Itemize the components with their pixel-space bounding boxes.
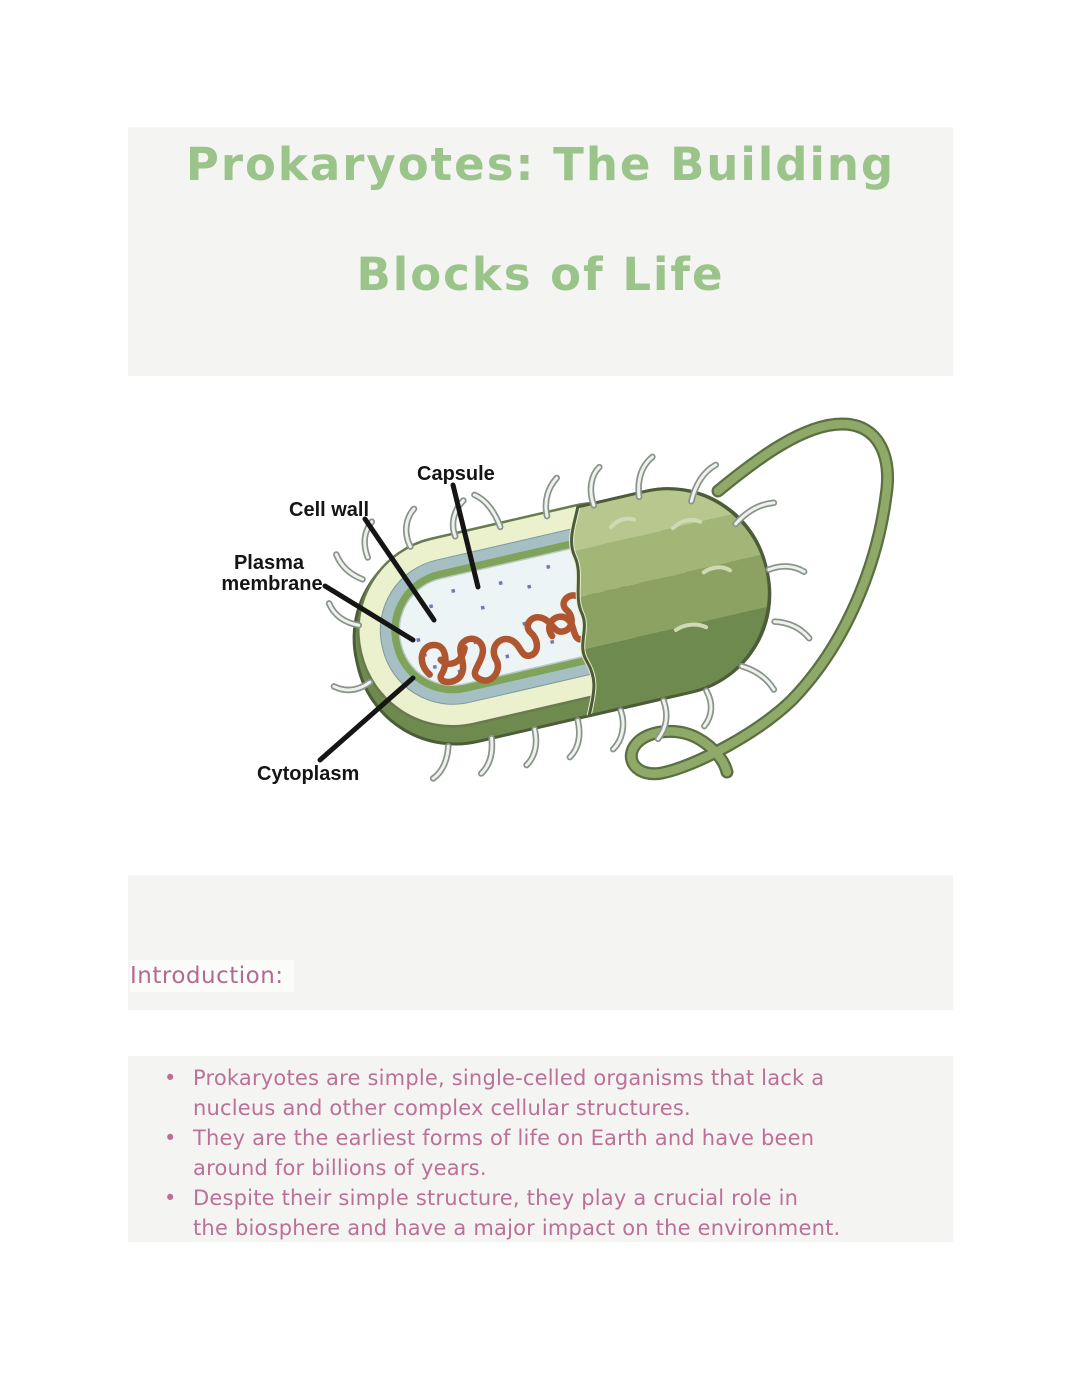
- cell-wall-label: Cell wall: [289, 499, 370, 521]
- title-line-2: Blocks of Life: [356, 247, 725, 301]
- plasma-membrane-label-line2: membrane: [221, 573, 323, 595]
- bullet-line: nucleus and other complex cellular structures.: [193, 1096, 691, 1120]
- list-item: [128, 1123, 953, 1183]
- bullet-dot: •: [164, 1186, 177, 1210]
- figure-block: [128, 376, 953, 875]
- list-item: [128, 1063, 953, 1123]
- title-block: [128, 127, 953, 376]
- bullet-dot: •: [164, 1066, 177, 1090]
- bullet-line: Despite their simple structure, they play a crucial role in: [193, 1186, 799, 1210]
- intro-heading-text: Introduction:: [130, 960, 294, 992]
- bullet-list: [128, 1056, 953, 1243]
- plasma-membrane-label-line1: Plasma: [233, 552, 305, 574]
- prokaryote-cell-figure: [128, 376, 953, 875]
- list-item: [128, 1183, 953, 1243]
- page-title: [128, 109, 953, 329]
- bullet-line: Prokaryotes are simple, single-celled organisms that lack a: [193, 1066, 825, 1090]
- intro-heading: [128, 875, 953, 989]
- bullet-line: They are the earliest forms of life on Earth and have been: [193, 1126, 815, 1150]
- title-line-1: Prokaryotes: The Building: [185, 137, 896, 191]
- intro-block: [128, 875, 953, 1010]
- capsule-label: Capsule: [417, 463, 495, 485]
- bullet-line: around for billions of years.: [193, 1156, 487, 1180]
- bullets-block: [128, 1056, 953, 1242]
- cytoplasm-label: Cytoplasm: [257, 763, 360, 785]
- bullet-dot: •: [164, 1126, 177, 1150]
- bullet-line: the biosphere and have a major impact on the environment.: [193, 1216, 841, 1240]
